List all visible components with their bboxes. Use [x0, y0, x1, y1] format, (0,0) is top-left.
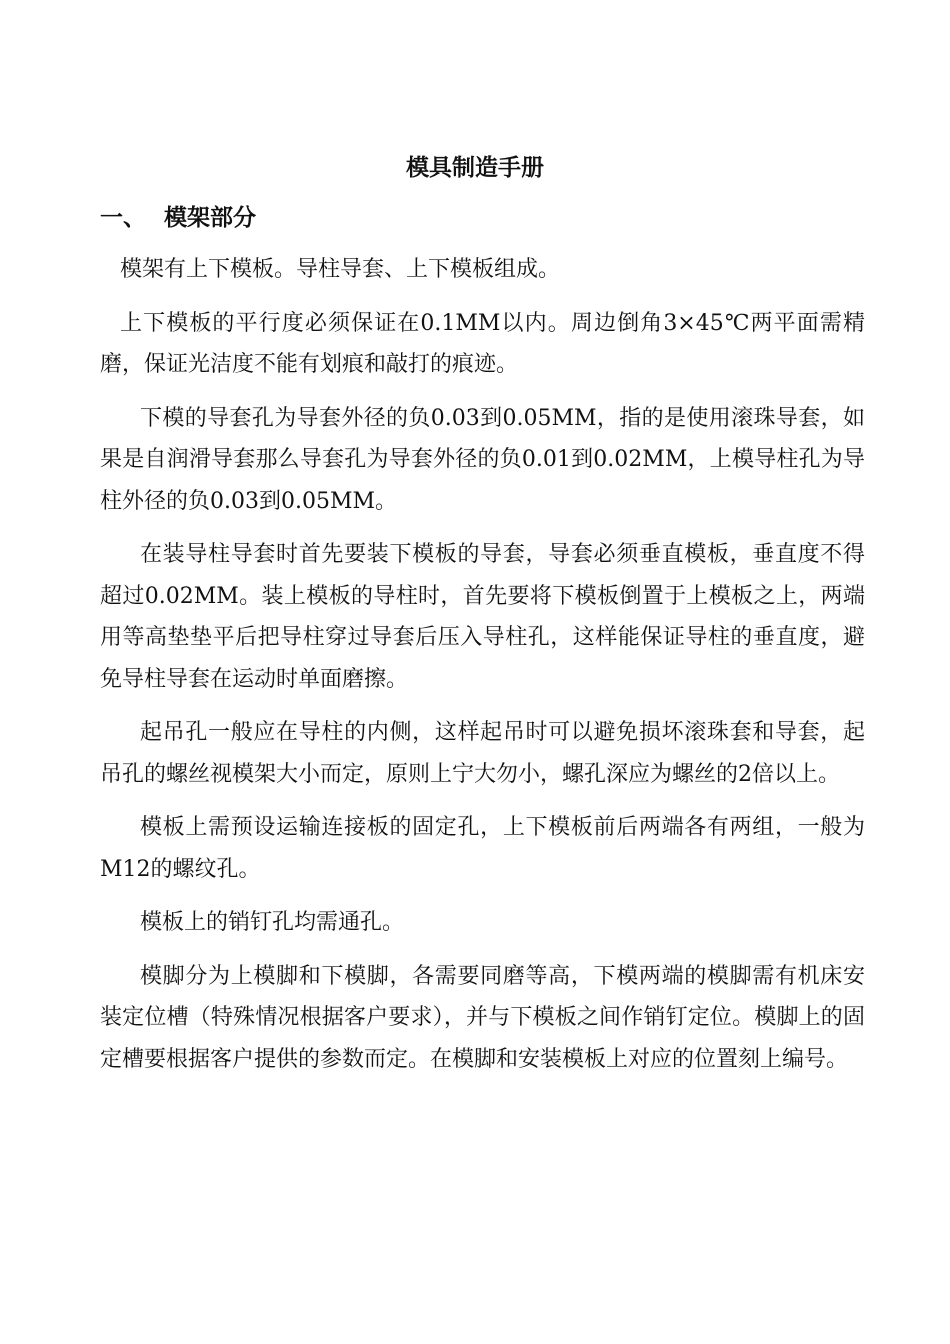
document-body	[100, 249, 865, 1092]
paragraph-pin-holes: 模板上的销钉孔均需通孔。	[140, 910, 405, 935]
document-title: 模具制造手册	[406, 155, 544, 181]
section-heading	[100, 200, 256, 236]
paragraph-guide-bushing-hole: 下模的导套孔为导套外径的负0.03到0.05MM，指的是使用滚珠导套，如果是自润滑导套那么导套孔为导套外径的负0.01到0.02MM，上模导柱孔为导柱外径的负0.03到0.05MM。	[100, 405, 865, 514]
paragraph-lifting-holes: 起吊孔一般应在导柱的内侧，这样起吊时可以避免损坏滚珠套和导套，起吊孔的螺丝视模架大小而定，原则上宁大勿小，螺孔深应为螺丝的2倍以上。	[100, 720, 865, 787]
paragraph-die-feet: 模脚分为上模脚和下模脚，各需要同磨等高，下模两端的模脚需有机床安装定位槽（特殊情况根据客户要求），并与下模板之间作销钉定位。模脚上的固定槽要根据客户提供的参数而定。在模脚和安装模板上对应的位置刻上编号。	[100, 963, 865, 1072]
paragraph-frame-composition: 模架有上下模板。导柱导套、上下模板组成。	[120, 257, 561, 282]
paragraph-transport-plate-holes: 模板上需预设运输连接板的固定孔，上下模板前后两端各有两组，一般为M12的螺纹孔。	[100, 815, 865, 882]
section-title: 模架部分	[164, 205, 256, 231]
paragraph-plate-parallelism: 上下模板的平行度必须保证在0.1MM以内。周边倒角3×45℃两平面需精磨，保证光洁度不能有划痕和敲打的痕迹。	[100, 310, 865, 377]
section-number: 一、	[100, 205, 146, 231]
paragraph-guide-assembly: 在装导柱导套时首先要装下模板的导套，导套必须垂直模板，垂直度不得超过0.02MM。装上模板的导柱时，首先要将下模板倒置于上模板之上，两端用等高垫垫平后把导柱穿过导套后压入导柱孔，这样能保证导柱的垂直度，避免导柱导套在运动时单面磨擦。	[100, 542, 865, 692]
